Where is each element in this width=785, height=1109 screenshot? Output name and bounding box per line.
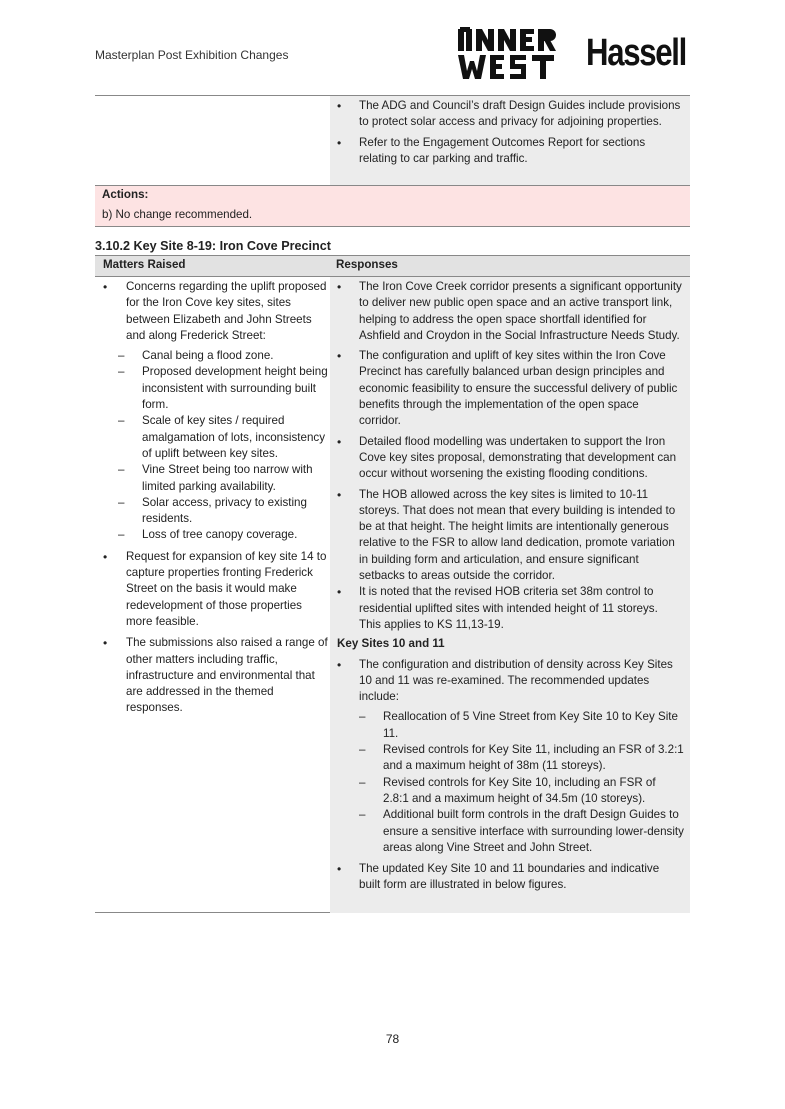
inner-west-logo	[458, 27, 558, 79]
response-item: • It is noted that the revised HOB criteria set 38m control to residential uplifted sites with intended height of 11 storeys. This applies to KS 11,13-19.	[330, 584, 690, 633]
hassell-logo: Hassell	[586, 32, 686, 74]
column-header-matters: Matters Raised	[103, 258, 186, 271]
response-item: • The updated Key Site 10 and 11 boundaries and indicative built form are illustrated in below figures.	[330, 861, 690, 894]
response-item: • The configuration and uplift of key sites within the Iron Cove Precinct has carefully balanced urban design principles and economic feasibility to ensure the successful delivery of public benefits through the implementation of the open space corridor.	[330, 348, 690, 429]
response-subitem: – Additional built form controls in the draft Design Guides to ensure a sensitive interface with surrounding lower-density areas along Vine Street and John Street.	[359, 807, 684, 856]
response-bullet: • The ADG and Council’s draft Design Guides include provisions to protect solar access and privacy for adjoining properties.	[330, 98, 690, 131]
page-number: 78	[385, 1032, 400, 1046]
matter-subitem: – Proposed development height being inconsistent with surrounding built form.	[118, 364, 330, 413]
response-item: • The configuration and distribution of density across Key Sites 10 and 11 was re-examined. The recommended updates include:	[330, 657, 690, 706]
matters-responses-table	[95, 255, 690, 913]
response-item: • The HOB allowed across the key sites is limited to 10-11 storeys. That does not mean that every building is intended to be at that height. The height limits are intentionally generous relative to the FSR to allow land dedication, promote variation in building form and articulation, and ensure significant setbacks to areas outside the corridor.	[330, 487, 690, 585]
matter-subitem: – Scale of key sites / required amalgamation of lots, inconsistency of uplift between key sites.	[118, 413, 330, 462]
response-subheading: Key Sites 10 and 11	[337, 637, 445, 651]
matter-item: • Request for expansion of key site 14 to capture properties fronting Frederick Street on the basis it would make redevelopment of those properties more feasible.	[95, 549, 330, 630]
matter-subitem: – Loss of tree canopy coverage.	[118, 527, 330, 543]
matter-item: • The submissions also raised a range of other matters including traffic, infrastructure and environmental that are addressed in the themed responses.	[95, 635, 330, 716]
response-sublist	[359, 709, 690, 856]
table-header-row	[95, 256, 690, 277]
actions-box	[95, 185, 690, 227]
responses-cell	[330, 96, 690, 186]
responses-column	[330, 277, 690, 913]
response-bullet: • Refer to the Engagement Outcomes Report for sections relating to car parking and traffic.	[330, 135, 690, 168]
matter-subitem: – Solar access, privacy to existing residents.	[118, 495, 330, 528]
actions-label: Actions:	[102, 188, 149, 201]
response-subitem: – Revised controls for Key Site 10, including an FSR of 2.8:1 and a maximum height of 34.5m (10 storeys).	[359, 775, 684, 808]
response-item: • The Iron Cove Creek corridor presents a significant opportunity to deliver new public open space and an active transport link, helping to address the open space shortfall identified for Ashfield and Croydon in the Social Infrastructure Needs Study.	[330, 279, 690, 344]
matter-subitem: – Canal being a flood zone.	[118, 348, 330, 364]
matter-text: • Concerns regarding the uplift proposed for the Iron Cove key sites, sites between Elizabeth and John Streets and along Frederick Street:	[126, 280, 327, 342]
column-header-responses: Responses	[336, 258, 398, 271]
document-title: Masterplan Post Exhibition Changes	[95, 48, 289, 62]
actions-text: b) No change recommended.	[102, 208, 253, 222]
response-subitem: – Reallocation of 5 Vine Street from Key Site 10 to Key Site 11.	[359, 709, 684, 742]
matters-column	[95, 277, 330, 717]
matter-sublist	[118, 348, 330, 544]
response-subitem: – Revised controls for Key Site 11, including an FSR of 3.2:1 and a maximum height of 38m (11 storeys).	[359, 742, 684, 775]
matter-subitem: – Vine Street being too narrow with limited parking availability.	[118, 462, 330, 495]
section-heading: 3.10.2 Key Site 8-19: Iron Cove Precinct	[95, 239, 331, 253]
previous-table-continuation	[95, 95, 690, 186]
matter-item	[95, 279, 330, 344]
response-item: • Detailed flood modelling was undertaken to support the Iron Cove key sites proposal, demonstrating that development can occur without worsening the existing flooding conditions.	[330, 434, 690, 483]
